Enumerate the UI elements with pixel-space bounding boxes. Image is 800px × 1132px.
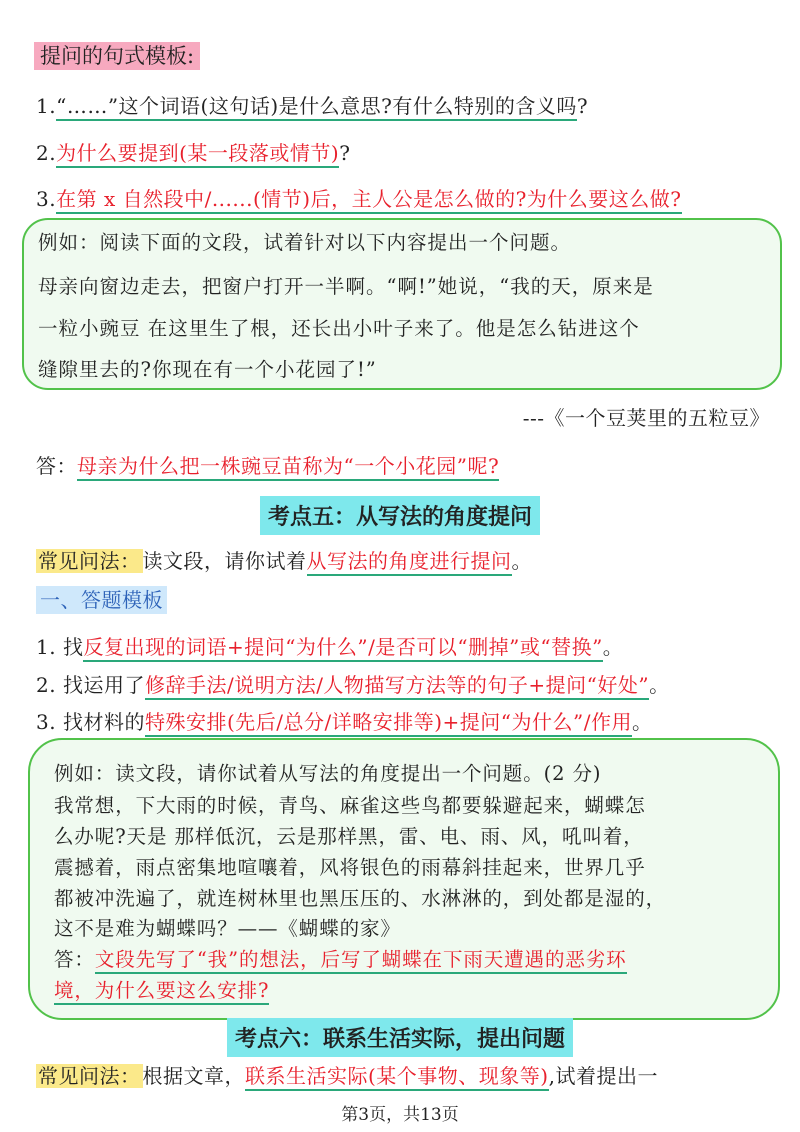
example2-line-3: 震撼着，雨点密集地喧嚷着，风将银色的雨幕斜挂起来，世界几乎 xyxy=(54,856,646,879)
section6-common: 常见问法： 根据文章，联系生活实际(某个事物、现象等),试着提出一 xyxy=(36,1060,658,1089)
example2-line-2: 么办呢?天是 那样低沉，云是那样黑，雷、电、雨、风，吼叫着， xyxy=(54,825,644,848)
section5-item-1: 1. 找反复出现的词语+提问“为什么”/是否可以“删掉”或“替换”。 xyxy=(36,631,623,660)
section5-heading: 考点五：从写法的角度提问 xyxy=(260,496,540,535)
example2-line-1: 我常想，下大雨的时候，青鸟、麻雀这些鸟都要躲避起来，蝴蝶怎 xyxy=(54,794,646,817)
section5-item-2: 2. 找运用了修辞手法/说明方法/人物描写方法等的句子+提问“好处”。 xyxy=(36,669,670,698)
example1-source: ---《一个豆荚里的五粒豆》 xyxy=(522,406,770,430)
example2-answer-line-1: 答：文段先写了“我”的想法，后写了蝴蝶在下雨天遭遇的恶劣环 xyxy=(54,944,627,975)
example1-line-2: 一粒小豌豆 在这里生了根，还长出小叶子来了。他是怎么钻进这个 xyxy=(38,317,640,340)
section5-subheading: 一、答题模板 xyxy=(36,584,167,613)
page-footer: 第3页，共13页 xyxy=(341,1105,459,1125)
section5-common: 常见问法： 读文段，请你试着从写法的角度进行提问。 xyxy=(36,545,532,574)
example1-line-1: 母亲向窗边走去，把窗户打开一半啊。“啊!”她说，“我的天，原来是 xyxy=(38,275,654,298)
example2-line-4: 都被冲洗遍了，就连树林里也黑压压的、水淋淋的，到处都是湿的， xyxy=(54,887,667,910)
example1-line-3: 缝隙里去的?你现在有一个小花园了!” xyxy=(38,358,377,381)
section6-heading: 考点六：联系生活实际，提出问题 xyxy=(227,1018,573,1057)
item1-question: “……”这个词语(这句话)是什么意思?有什么特别的含义吗 xyxy=(56,94,577,121)
template-item-3: 3.在第 x 自然段中/......(情节)后，主人公是怎么做的?为什么要这么做? xyxy=(36,183,682,212)
example2-intro: 例如：读文段，请你试着从写法的角度提出一个问题。(2 分) xyxy=(54,762,602,785)
template-title: 提问的句式模板: xyxy=(34,40,200,70)
example2-answer-line-2: 境，为什么要这么安排? xyxy=(54,975,269,1006)
template-item-2: 2.为什么要提到(某一段落或情节)? xyxy=(36,137,350,166)
template-item-1: 1.“……”这个词语(这句话)是什么意思?有什么特别的含义吗? xyxy=(36,90,588,119)
example2-line-5: 这不是难为蝴蝶吗？——《蝴蝶的家》 xyxy=(54,917,401,940)
example1-intro: 例如：阅读下面的文段，试着针对以下内容提出一个问题。 xyxy=(38,231,572,254)
example1-answer: 答：母亲为什么把一株豌豆苗称为“一个小花园”呢? xyxy=(36,450,499,479)
section5-item-3: 3. 找材料的特殊安排(先后/总分/详略安排等)+提问“为什么”/作用。 xyxy=(36,706,652,735)
